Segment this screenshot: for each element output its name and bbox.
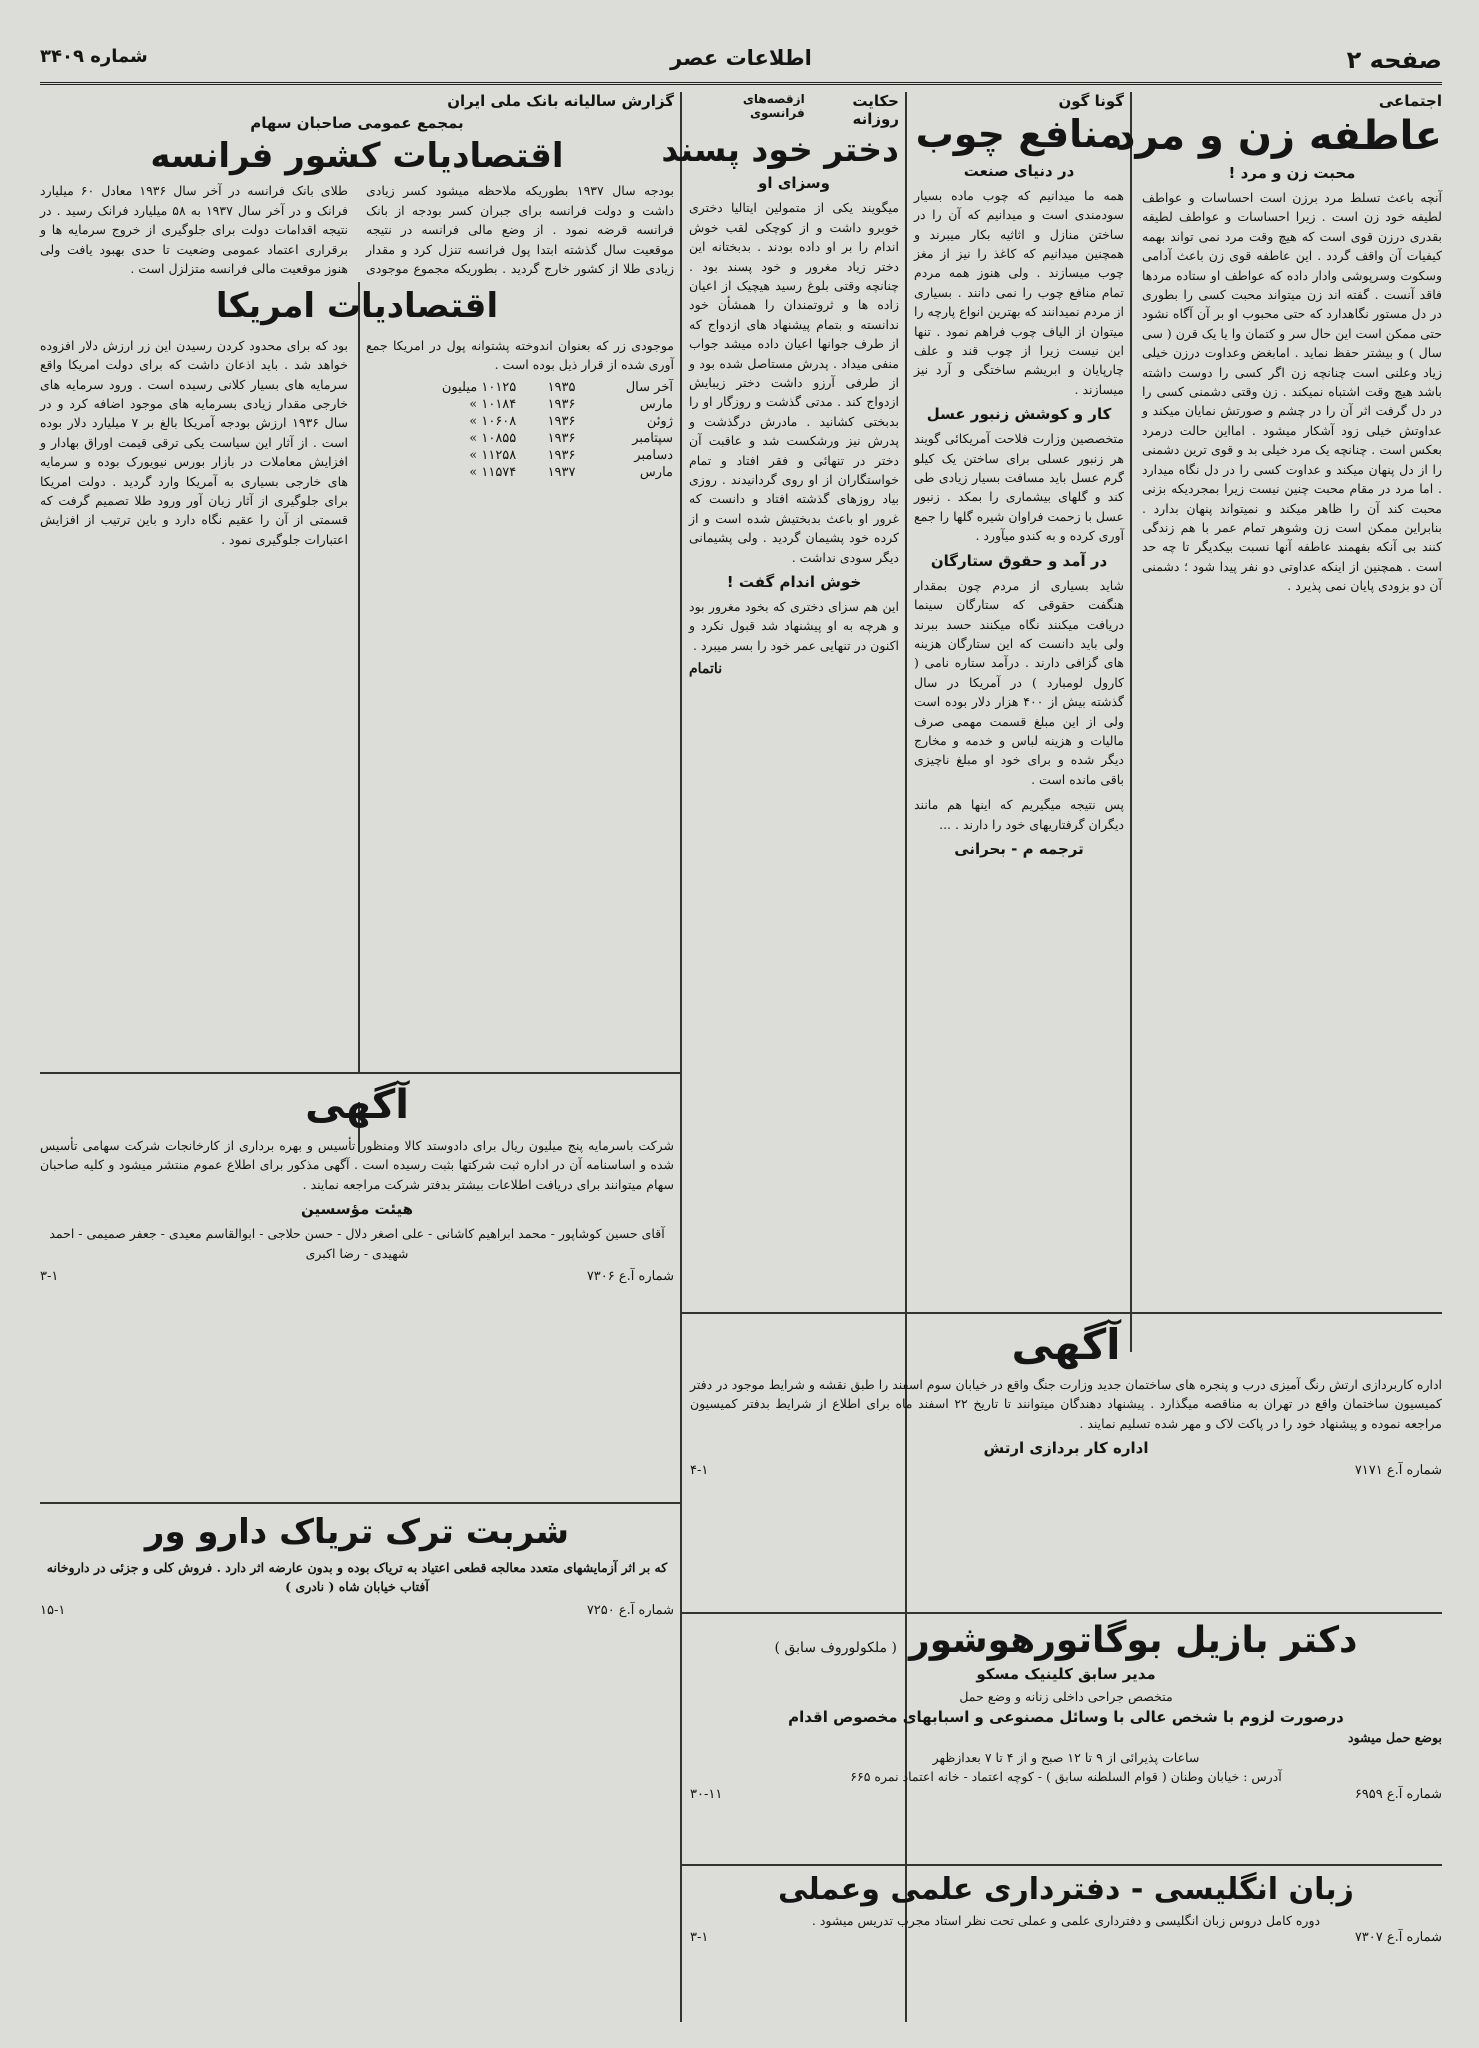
issue-info: شماره ۳۴۰۹ xyxy=(40,46,148,67)
ad-ref: ۳-۱ xyxy=(690,1930,709,1946)
subhead: کار و کوشش زنبور عسل xyxy=(926,405,1112,424)
table-cell: مارس xyxy=(639,396,673,412)
ad-body: که بر اثر آزمایشهای متعدد معالجه قطعی اعتیاد به تریاک بوده و بدون عارضه اثر دارد . فروش کلی و جزئی در داروخانه آفتاب خیابان شاه ( نادری ) xyxy=(46,1560,668,1595)
ad-body: شرکت باسرمایه پنج میلیون ریال برای دادوستد کالا ومنظور تأسیس و بهره برداری از کارخانجات شرکت سهامی تأسیس شده و اساسنامه آن در اداره ثبت شرکتها بثبت رسیده است . آگهی مذکور برای اطلاع عموم منتشر میشود و کلیه صاحبان سهام میتوانند برای دریافت اطلاعات بیشتر بدفتر شرکت مراجعه نمایند . xyxy=(40,1138,674,1192)
table-row xyxy=(366,413,674,430)
table-row xyxy=(366,396,674,413)
ad-title: دکتر بازیل بوگاتورهوشور xyxy=(908,1620,1358,1661)
continued-label: ناتمام xyxy=(689,661,723,678)
section-label: ازقصه‌های فرانسوی xyxy=(742,92,805,120)
ad-line: مدیر سابق کلینیک مسکو xyxy=(976,1665,1156,1683)
article-body: بود که برای محدود کردن رسیدن این زر ارزش دلار افزوده خواهد شد . باید اذعان داشت که برای دولت امریکا واقع سرمایه های بسیار کلانی رسیده است . ورود سرمایه های خارجی مقدار زیادی بسرمایه های موجود اضافه کرد و در سال ۱۹۳۶ ارزش بودجه آمریکا بالغ بر ۷ میلیارد دلار بوده است . از آثار این سیاست یکی ترقی قیمت اوراق بهادار و افزایش معاملات در بازار بورس نیویورک بوده و سرمایه های خارجی بسیاری به آمریکا وارد گردید . دولت امریکا برای جلوگیری از آثار زیان آور ورود طلا تصمیم گرفت که قسمتی از آن را عقیم نگاه دارد و باین ترتیب از افزایش اعتبارات جلوگیری نمود . xyxy=(40,337,348,547)
table-cell: ۱۹۳۶ xyxy=(547,413,576,429)
article-economy xyxy=(40,92,674,1067)
ad-number: شماره آ.ع ۷۳۰۶ xyxy=(586,1269,674,1285)
article-wood xyxy=(914,92,1124,1307)
ad-number: شماره آ.ع ۷۳۰۷ xyxy=(1354,1930,1442,1946)
ad-ref: ۳۰-۱۱ xyxy=(690,1786,723,1802)
article-subtitle: وسزای او xyxy=(758,174,830,193)
ad-title: زبان انگلیسی - دفترداری علمی وعملی xyxy=(778,1872,1354,1907)
subhead: در آمد و حقوق ستارگان xyxy=(930,551,1108,570)
subhead: خوش اندام گفت ! xyxy=(726,573,862,592)
table-row xyxy=(366,430,674,447)
ad-army-procurement xyxy=(690,1320,1442,1605)
article-title: منافع چوب xyxy=(915,112,1123,156)
table-cell: ۱۹۳۶ xyxy=(547,447,576,463)
table-row xyxy=(366,447,674,464)
table-cell: ۱۹۳۵ xyxy=(547,379,576,395)
article-body: بودجه سال ۱۹۳۷ بطوریکه ملاحظه میشود کسر زیادی داشت و دولت فرانسه برای جبران کسر بودجه از بانک فرانسه قرضه نمود . از وضع مالی فرانسه در نتیجه موقعیت سال گذشته ابتدا پول فرانسه تنزل کرد و مقدار زیادی طلا از کشور خارج گردید . بطوریکه مجموع موجودی طلای بانک فرانسه در آخر سال ۱۹۳۶ معادل ۶۰ میلیارد فرانک و در آخر سال ۱۹۳۷ به ۵۸ میلیارد فرانک رسید . در نتیجه اقدامات دولت برای جلوگیری از خروج سرمایه ها و برقراری اعتماد عمومی وضعیت تا حدی بهبود یافت ولی هنوز موقعیت مالی فرانسه متزلزل است . xyxy=(40,183,674,277)
article-title: اقتصادیات کشور فرانسه xyxy=(150,136,564,176)
article-body: این هم سزای دختری که بخود مغرور بود و هرچه به او پیشنهاد شد قبول نکرد و اکنون در تنهایی عمر خود را بسر میبرد . xyxy=(689,599,899,653)
table-cell: ۱۱۲۵۸ » xyxy=(469,447,517,463)
table-cell: آخر سال xyxy=(625,379,673,395)
ad-title: آگهی xyxy=(1011,1320,1121,1369)
section-label: گزارش سالیانه بانک ملی ایران xyxy=(447,92,674,110)
ad-body: دوره کامل دروس زبان انگلیسی و دفترداری علمی و عملی تحت نظر استاد مجرب تدریس میشود . xyxy=(811,1913,1321,1928)
article-title: دختر خود پسند xyxy=(661,130,899,169)
section-rule xyxy=(40,1072,682,1074)
ad-doctor xyxy=(690,1620,1442,1860)
ad-title: آگهی xyxy=(305,1082,409,1128)
board-members: آقای حسین کوشاپور - محمد ابراهیم کاشانی - علی اصغر دلال - حسن حلاجی - ابوالقاسم معیدی - جعفر صمیمی - احمد شهیدی - رضا اکبری xyxy=(49,1226,665,1261)
translator-credit: ترجمه م - بحرانی xyxy=(954,839,1084,858)
ad-line: متخصص جراحی داخلی زنانه و وضع حمل xyxy=(959,1689,1173,1704)
table-cell: ۱۰۸۵۵ » xyxy=(469,430,517,446)
ad-body: اداره کاربردازی ارتش رنگ آمیزی درب و پنجره های ساختمان جدید وزارت جنگ واقع در خیابان سوم اسفند را طبق نقشه و شرایط موجود در دفتر کمیسیون ساختمان واقع در تهران به مناقصه میگذارد . پیشنهاد دهندگان میتوانند تا تاریخ ۲۲ اسفند ماه برای اطلاع از شرایط بدفتر کمیسیون مراجعه نموده و پیشنهاد خود را در پاکت لاک و مهر شده تسلیم نمایند . xyxy=(690,1377,1442,1431)
gold-reserve-section xyxy=(366,336,674,549)
table-cell: مارس xyxy=(639,464,673,480)
ad-line: بوضع حمل میشود xyxy=(1348,1730,1442,1746)
table-cell: ۱۹۳۶ xyxy=(547,396,576,412)
ad-ref: ۳-۱ xyxy=(40,1269,59,1285)
column-rule xyxy=(680,92,682,2022)
table-cell: ۱۱۵۷۴ » xyxy=(469,464,517,480)
ad-body: ساعات پذیرائی از ۹ تا ۱۲ صبح و از ۴ تا ۷ بعدازظهر xyxy=(932,1749,1200,1765)
table-row xyxy=(366,464,674,481)
section-label: اجتماعی xyxy=(1378,92,1442,110)
column-rule xyxy=(1130,92,1132,1352)
table-cell: ۱۹۳۶ xyxy=(547,430,576,446)
ad-number: شماره آ.ع ۶۹۵۹ xyxy=(1354,1786,1442,1802)
article-body: میگویند یکی از متمولین ایتالیا دختری خوبرو داشت و از کوچکی لقب خوش اندام را بر او داده بودند . بدبختانه این دختر زیاد مغرور و خود پسند بود . چنانچه وقتی بلوغ رسید هیچیک از اعیان زاده ها و ثروتمندان را همشأن خود ندانسته و بتمام پیشنهاد های ازدواج که از طرف جوانها اعیان داده میشد جواب منفی میداد . پدرش مستاصل شده بود و از طرفی آرزو داشت دختر زیبایش ازدواج کند . مدتی گذشت و روزگار او را بدبختی کشانید . مادرش درگذشت و پدرش نیز ورشکست شد و عاقبت آن دختر در تنهائی و فقر افتاد و تمام خواستگاران از او روی گردانیدند . روزی بیاد روزهای گذشته افتاد و دانست که غرور او باعث بدبختیش شده است و از کرده خود پشیمان گردید . ولی پشیمانی دیگر سودی نداشت . xyxy=(689,200,899,565)
ad-address: آدرس : خیابان وطنان ( قوام السلطنه سابق ) - کوچه اعتماد - خانه اعتماد نمره ۶۶۵ xyxy=(850,1769,1282,1785)
board-label: هیئت مؤسسین xyxy=(300,1200,414,1219)
section-rule xyxy=(40,1502,682,1504)
section-label: حکایت روزانه xyxy=(852,92,899,128)
table-cell: ۱۰۶۰۸ » xyxy=(469,413,517,429)
article-body: متخصصین وزارت فلاحت آمریکائی گویند هر زنبور عسلی برای ساختن یک کیلو گرم عسل باید مسافت بسیار زیادی طی کند و گلهای بیشماری را بمکد . زنبور عسل با زحمت فراوان شیره گلها را جمع آوری کرده و به کندو میآورد . xyxy=(914,431,1124,544)
gold-reserve-table xyxy=(366,379,674,481)
table-row xyxy=(366,379,674,396)
article-subtitle: در دنیای صنعت xyxy=(963,161,1075,180)
section-label: بمجمع عمومی صاحبان سهام xyxy=(250,114,464,132)
page-label: صفحه ۲ xyxy=(1346,46,1442,74)
masthead xyxy=(40,42,1442,85)
article-subtitle: محبت زن و مرد ! xyxy=(1228,164,1356,182)
article-body: همه ما میدانیم که چوب ماده بسیار سودمندی است و میدانیم که آن را در ساختن منازل و اثاثیه بکار میبرند و همچنین میدانیم که کاغذ را نیز از مغز چوب میسازند . ولی هنوز همه مردم تمام منافع چوب را نمی دانند . بسیاری از مردم نمیدانند که بهترین انواع پارچه را میتوان از الیاف چوب فراهم نمود . تنها این نیست زیرا از چوب قند و علف چارپایان و ابریشم ساختگی و آرد نیز میسازند . xyxy=(914,187,1124,397)
ad-company-notice xyxy=(40,1082,674,1497)
table-cell: ۱۹۳۷ xyxy=(547,464,576,480)
table-cell: ژوئن xyxy=(646,413,673,429)
article-title: عاطفه زن و مرد xyxy=(1114,113,1442,159)
table-cell: ۱۰۱۸۴ » xyxy=(469,396,517,412)
newspaper-page xyxy=(40,42,1442,2012)
ad-title-note: ( ملکولوروف سابق ) xyxy=(774,1640,897,1656)
ad-ref: ۴-۱ xyxy=(690,1463,709,1479)
ad-number: شماره آ.ع ۷۲۵۰ xyxy=(586,1602,674,1618)
paper-name: اطلاعات عصر xyxy=(670,46,812,70)
ad-opium-syrup xyxy=(40,1512,674,1672)
ad-english-course xyxy=(690,1872,1442,1982)
article-subtitle: اقتصادیات امریکا xyxy=(215,286,499,327)
ad-number: شماره آ.ع ۷۱۷۱ xyxy=(1354,1463,1442,1479)
article-body: موجودی زر که بعنوان اندوخته پشتوانه پول در امریکا جمع آوری شده از قرار ذیل بوده است . xyxy=(366,337,674,373)
article-body: پس نتیجه میگیریم که اینها هم مانند دیگران گرفتاریهای خود را دارند . ... xyxy=(914,797,1124,832)
article-body: آنچه باعث تسلط مرد برزن است احساسات و عواطف لطیفه خود زن است . زیرا احساسات و عواطف لطیفه بقدری درزن قوی است که هیچ وقت مرد نمی تواند بهمه کیفیات آن واقف گردد . این عاطفه قوی زن باعث آدامی وسکوت وسرپوشی وادار داده که عواطف او ستاده مردها فاقد آنست . گفته اند زن میتواند محبت کسی را بطوری در دل مستور نگاهدارد که حتی محبوب او بر آن آگاه نشود حتی ممکن است این حال سر و کتمان وا یا یک قرن ( سی سال ) و بیشتر حفظ نماید . امابغض وعداوت درزن خیلی زیاد وعلنی است چنانچه زن اگر کسی را دوست داشته باشد هیچ وقت اشتباه نمیکند . زن وقتی دشمنی کسی را در دل گرفت اثر آن را در چشم و صورتش نمایان میکند و عداوتش خیلی زود آشکار میشود . امااین حالت درمرد بعکس است . چنانچه یک مرد خیلی بد و قوی ترین دشمنی را از دل پنهان میکند و عداوت کسی را در دل نگاه میدارد . اما مرد در مقام محبت چنین نیست زیرا بمجردیکه بزنی محبت کند آن را ظاهر میکند و نمیتواند پنهان بدارد . بنابراین ممکن است زن وشوهر تمام عمر با هم زندگی کنند بی آنکه بفهمند عاطفه آنها نسبت بیکدیگر تا چه حد است . همچنین از اینکه عداوتی دو نفر پیدا شود ؛ دشمنی آن دو بزودی پایان نمی پذیرد . xyxy=(1142,190,1442,594)
ad-line: درصورت لزوم با شخص عالی با وسائل مصنوعی و اسبابهای مخصوص اقدام xyxy=(788,1708,1344,1727)
section-label: گونا گون xyxy=(1058,92,1124,110)
table-cell: دسامبر xyxy=(634,447,673,463)
table-cell: سپتامبر xyxy=(632,430,673,446)
article-women-men xyxy=(1114,92,1442,1307)
ad-title: شربت ترک تریاک دارو ور xyxy=(144,1512,570,1552)
ad-ref: ۱۵-۱ xyxy=(40,1602,66,1618)
table-cell: ۱۰۱۲۵ میلیون xyxy=(441,379,517,395)
article-body: شاید بسیاری از مردم چون بمقدار هنگفت حقوقی که ستارگان سینما دریافت میکنند نگاه میکنند حسد ببرند ولی باید دانست که این ستارگان هزینه های گزافی دارند . درآمد ستاره نامی ( کارول لومبارد ) در آمریکا در سال گذشته بیش از ۴۰۰ هزار دلار بوده است ولی از این مبلغ قسمت مهمی صرف مالیات و هزینه لباس و خدمه و مخارج دیگر شده و برای خود او مبلغ ناچیزی باقی مانده است . xyxy=(914,577,1124,787)
ad-signature: اداره کار بردازی ارتش xyxy=(983,1439,1149,1458)
